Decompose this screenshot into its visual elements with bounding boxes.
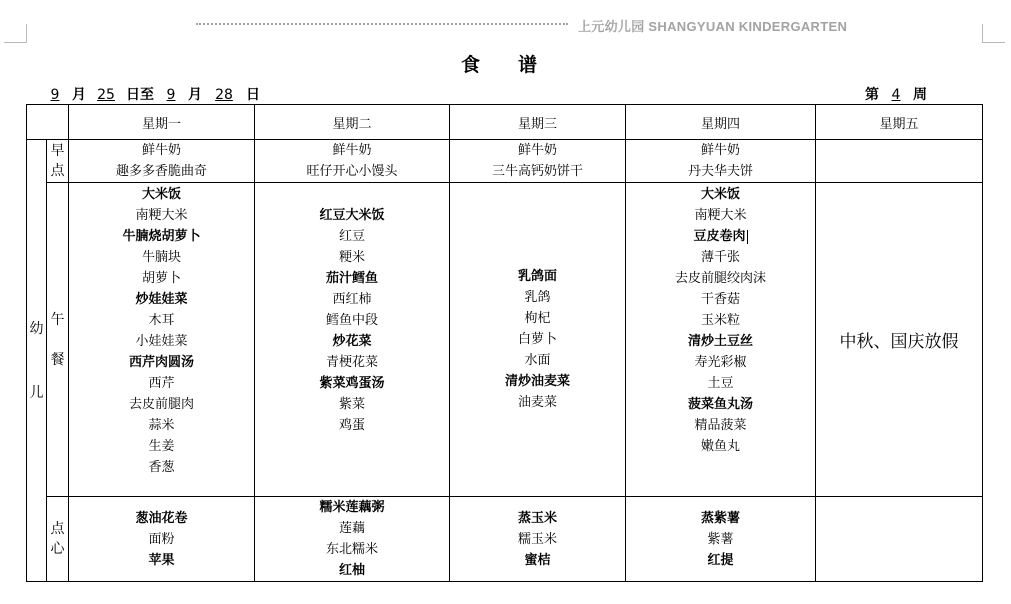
menu-line: 南粳大米 [135, 208, 188, 223]
menu-line: 炒娃娃菜 [135, 292, 188, 307]
menu-line: 红豆大米饭 [319, 208, 385, 223]
menu-line: 糯玉米 [517, 531, 557, 547]
menu-line: 面粉 [148, 531, 175, 547]
menu-line: 莲藕 [338, 521, 365, 536]
menu-line: 旺仔开心小馒头 [306, 164, 398, 179]
menu-line: 鲜牛奶 [517, 143, 557, 158]
menu-table [26, 104, 983, 582]
end-day: 28 [215, 87, 233, 103]
menu-line: 寿光彩椒 [694, 355, 747, 370]
menu-line: 豆皮卷肉 [693, 229, 746, 244]
start-day: 25 [97, 87, 115, 103]
menu-line: 鲜牛奶 [700, 143, 740, 158]
menu-line: 嫩鱼丸 [700, 439, 740, 454]
menu-line: 紫菜 [338, 397, 365, 412]
menu-line: 红豆 [338, 229, 365, 244]
menu-line: 趣多多香脆曲奇 [115, 164, 207, 179]
to-label: 日至 [126, 87, 154, 103]
menu-line: 精品菠菜 [694, 418, 747, 433]
menu-line: 干香菇 [700, 292, 740, 307]
header-corner-cell [27, 105, 69, 140]
lunch-wed [450, 183, 626, 497]
page-title [440, 50, 560, 77]
day-label: 日 [246, 87, 260, 103]
header-dotted-rule [196, 23, 568, 25]
day-header-fri: 星期五 [816, 105, 983, 140]
week-value: 4 [891, 87, 901, 103]
menu-line: 大米饭 [141, 187, 181, 202]
day-header-wed: 星期三 [450, 105, 626, 140]
menu-line: 蒸紫薯 [700, 510, 740, 526]
menu-line: 蜜桔 [524, 552, 551, 568]
menu-line: 鳕鱼中段 [325, 313, 378, 328]
menu-line: 牛腩烧胡萝卜 [122, 229, 201, 244]
menu-line: 白萝卜 [517, 332, 557, 347]
menu-line: 青梗花菜 [325, 355, 378, 370]
snack-mon [69, 497, 255, 582]
breakfast-tue [255, 140, 450, 183]
header-row [27, 105, 983, 140]
menu-line: 生姜 [148, 439, 175, 454]
menu-line: 苹果 [148, 552, 175, 568]
menu-line: 鲜牛奶 [141, 143, 181, 158]
month-label-1: 月 [72, 87, 86, 103]
breakfast-wed [450, 140, 626, 183]
menu-line: 乳鸽 [524, 290, 551, 305]
menu-line: 三牛高钙奶饼干 [491, 164, 583, 179]
menu-line: 粳米 [338, 250, 365, 265]
menu-line: 牛腩块 [141, 250, 181, 265]
snack-row [27, 497, 983, 582]
breakfast-row [27, 140, 983, 183]
lunch-thu [626, 183, 816, 497]
menu-line: 东北糯米 [325, 542, 378, 557]
breakfast-label-1: 早 [50, 143, 65, 159]
breakfast-thu [626, 140, 816, 183]
snack-tue [255, 497, 450, 582]
menu-line: 油麦菜 [517, 395, 557, 410]
menu-line: 糯米莲藕粥 [319, 500, 385, 515]
menu-line: 紫菜鸡蛋汤 [319, 376, 385, 391]
menu-line: 去皮前腿肉 [128, 397, 194, 412]
week-number [865, 84, 927, 104]
menu-line: 西芹 [148, 376, 175, 391]
menu-line: 鲜牛奶 [332, 143, 372, 158]
snack-fri [816, 497, 983, 582]
title-char-left: 食 [460, 54, 482, 76]
menu-line: 鸡蛋 [338, 418, 365, 433]
title-char-right: 谱 [518, 54, 540, 76]
breakfast-label-2: 点 [50, 163, 65, 179]
menu-line: 蒜米 [148, 418, 175, 433]
menu-line: 红提 [707, 552, 734, 568]
menu-line: 茄汁鳕鱼 [325, 271, 378, 286]
menu-line: 清炒土豆丝 [687, 334, 753, 349]
week-prefix: 第 [865, 87, 879, 103]
menu-line: 水面 [524, 353, 551, 368]
breakfast-label [47, 140, 69, 183]
menu-line: 薄千张 [700, 250, 740, 265]
menu-line: 乳鸽面 [517, 269, 557, 284]
start-month: 9 [50, 87, 60, 103]
menu-line: 菠菜鱼丸汤 [687, 397, 753, 412]
snack-label-1: 点 [50, 521, 65, 537]
snack-thu [626, 497, 816, 582]
lunch-label-2: 餐 [50, 351, 65, 368]
holiday-notice: 中秋、国庆放假 [816, 183, 983, 497]
menu-line: 葱油花卷 [135, 510, 188, 526]
day-header-thu: 星期四 [626, 105, 816, 140]
lunch-mon [69, 183, 255, 497]
end-month: 9 [166, 87, 176, 103]
group-label-bottom: 儿 [29, 384, 44, 401]
menu-line: 玉米粒 [700, 313, 740, 328]
lunch-label-1: 午 [50, 311, 65, 328]
breakfast-fri [816, 140, 983, 183]
month-label-2: 月 [188, 87, 202, 103]
day-header-tue: 星期二 [255, 105, 450, 140]
date-range [38, 84, 260, 104]
menu-line: 紫薯 [707, 531, 734, 547]
menu-line: 小娃娃菜 [135, 334, 188, 349]
snack-label-2: 心 [50, 541, 65, 557]
menu-line: 木耳 [148, 313, 175, 328]
day-header-mon: 星期一 [69, 105, 255, 140]
snack-wed [450, 497, 626, 582]
week-suffix: 周 [913, 87, 927, 103]
menu-line: 枸杞 [524, 311, 551, 326]
group-label-cell [27, 140, 47, 582]
menu-line: 香葱 [148, 460, 175, 475]
text-cursor [747, 230, 748, 244]
header-brand: 上元幼儿园 SHANGYUAN KINDERGARTEN [578, 19, 848, 34]
menu-line: 去皮前腿绞肉沫 [674, 271, 766, 286]
menu-line: 土豆 [707, 376, 734, 391]
menu-line: 清炒油麦菜 [504, 374, 570, 389]
menu-line: 丹夫华夫饼 [687, 164, 753, 179]
page-corner-mark-right [982, 24, 1005, 43]
lunch-label [47, 183, 69, 497]
menu-line: 南粳大米 [694, 208, 747, 223]
lunch-tue [255, 183, 450, 497]
menu-line: 西红柿 [332, 292, 372, 307]
page-corner-mark-left [4, 24, 27, 43]
breakfast-mon [69, 140, 255, 183]
lunch-row [27, 183, 983, 497]
menu-line: 西芹肉圆汤 [128, 355, 194, 370]
menu-line: 蒸玉米 [517, 510, 557, 526]
menu-line: 红柚 [338, 563, 365, 578]
menu-line: 胡萝卜 [141, 271, 181, 286]
group-label-top: 幼 [29, 320, 44, 337]
snack-label [47, 497, 69, 582]
menu-line: 大米饭 [700, 187, 740, 202]
menu-line: 炒花菜 [332, 334, 372, 349]
